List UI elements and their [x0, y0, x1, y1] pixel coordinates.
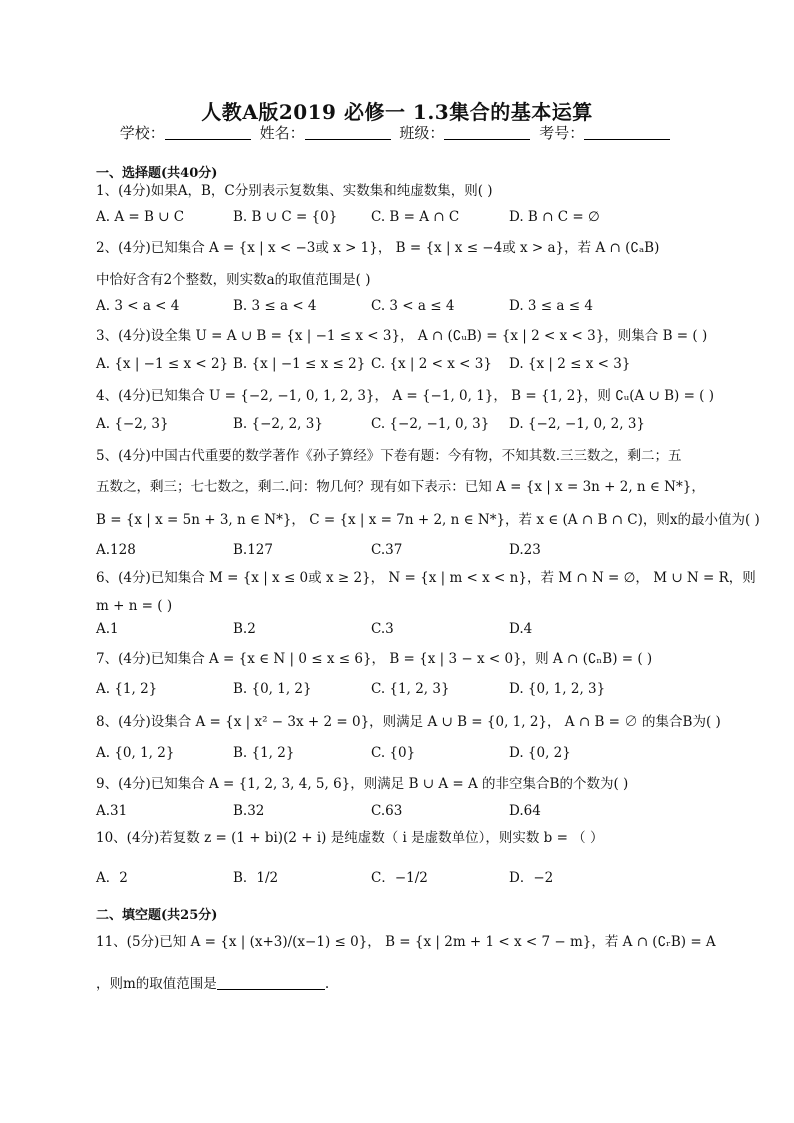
question-5-stem-line-1: 5、(4分)中国古代重要的数学著作《孙子算经》下卷有题：今有物，不知其数.三三数之，剩二；五 — [96, 448, 682, 464]
exam-number-blank[interactable] — [584, 125, 670, 140]
option-d[interactable]: D. {0, 1, 2, 3} — [509, 681, 606, 697]
option-b[interactable]: B.32 — [233, 803, 265, 819]
option-b[interactable]: B. B ∪ C = {0} — [233, 209, 338, 225]
name-blank[interactable] — [305, 125, 391, 140]
option-d[interactable]: D．−2 — [509, 870, 554, 886]
answer-blank[interactable] — [217, 975, 325, 990]
option-a[interactable]: A.31 — [96, 803, 128, 819]
question-1-options — [96, 209, 708, 229]
question-2-options — [96, 298, 708, 318]
question-4-stem: 4、(4分)已知集合 U = {−2, −1, 0, 1, 2, 3}， A = {−1, 0, 1}， B = {1, 2}，则 ∁ᵤ(A ∪ B) = ( ) — [96, 388, 715, 404]
question-6-options — [96, 621, 708, 641]
question-5-stem-line-3: B = {x | x = 5n + 3, n ∈ N*}， C = {x | x = 7n + 2, n ∈ N*}，若 x ∈ (A ∩ B ∩ C)，则x的最小值为( ) — [96, 512, 760, 528]
exam-number-label: 考号： — [539, 124, 585, 142]
question-6-stem-line-1: 6、(4分)已知集合 M = {x | x ≤ 0或 x ≥ 2}， N = {x | m < x < n}，若 M ∩ N = ∅， M ∪ N = R，则 — [96, 570, 756, 586]
option-a[interactable]: A. A = B ∪ C — [96, 209, 185, 225]
question-11-stem-line-2 — [96, 974, 708, 994]
question-2-stem-line-1: 2、(4分)已知集合 A = {x | x < −3或 x > 1}， B = {x | x ≤ −4或 x > a}，若 A ∩ (∁ₐB) — [96, 240, 660, 256]
option-d[interactable]: D. 3 ≤ a ≤ 4 — [509, 298, 593, 314]
question-10-stem: 10、(4分)若复数 z = (1 + bi)(2 + i) 是纯虚数（ i 是虚数单位），则实数 b = （ ） — [96, 830, 604, 846]
question-1-stem: 1、(4分)如果A，B，C分别表示复数集、实数集和纯虚数集，则( ) — [96, 183, 493, 199]
option-b[interactable]: B．1/2 — [233, 870, 279, 886]
option-a[interactable]: A. {1, 2} — [96, 681, 158, 697]
option-a[interactable]: A.1 — [96, 621, 119, 637]
option-a[interactable]: A. 3 < a < 4 — [96, 298, 180, 314]
end-mark: . — [324, 976, 330, 992]
option-c[interactable]: C. {x | 2 < x < 3} — [371, 356, 492, 372]
option-c[interactable]: C. {−2, −1, 0, 3} — [371, 416, 490, 432]
question-10-options — [96, 866, 708, 886]
option-a[interactable]: A．2 — [96, 870, 128, 886]
option-d[interactable]: D. {0, 2} — [509, 745, 571, 761]
section-choice-heading: 一、选择题(共40分) — [96, 166, 218, 181]
question-9-stem: 9、(4分)已知集合 A = {1, 2, 3, 4, 5, 6}，则满足 B ∪ A = A 的非空集合B的个数为( ) — [96, 776, 629, 792]
option-c[interactable]: C. {0} — [371, 745, 416, 761]
option-d[interactable]: D.4 — [509, 621, 533, 637]
question-3-stem: 3、(4分)设全集 U = A ∪ B = {x | −1 ≤ x < 3}， A ∩ (∁ᵤB) = {x | 2 < x < 3}，则集合 B = ( ) — [96, 328, 708, 344]
question-7-stem: 7、(4分)已知集合 A = {x ∈ N | 0 ≤ x ≤ 6}， B = {x | 3 − x < 0}，则 A ∩ (∁ₙB) = ( ) — [96, 651, 653, 667]
option-a[interactable]: A.128 — [96, 542, 136, 558]
option-c[interactable]: C. 3 < a ≤ 4 — [371, 298, 455, 314]
student-info-row — [0, 122, 794, 143]
question-9-options — [96, 803, 708, 823]
option-a[interactable]: A. {x | −1 ≤ x < 2} — [96, 356, 229, 372]
question-8-stem: 8、(4分)设集合 A = {x | x² − 3x + 2 = 0}，则满足 A ∪ B = {0, 1, 2}， A ∩ B = ∅ 的集合B为( ) — [96, 714, 721, 730]
option-d[interactable]: D. B ∩ C = ∅ — [509, 209, 600, 225]
option-b[interactable]: B.127 — [233, 542, 273, 558]
option-d[interactable]: D. {x | 2 ≤ x < 3} — [509, 356, 631, 372]
question-3-options — [96, 356, 708, 376]
question-11-text: ，则m的取值范围是 — [96, 976, 217, 992]
question-6-stem-line-2: m + n = ( ) — [96, 598, 173, 614]
question-5-stem-line-2: 五数之，剩三；七七数之，剩二.问：物几何？现有如下表示：已知 A = {x | x = 3n + 2, n ∈ N*}， — [96, 479, 705, 495]
question-11-stem-line-1: 11、(5分)已知 A = {x | (x+3)/(x−1) ≤ 0}， B = {x | 2m + 1 < x < 7 − m}，若 A ∩ (∁ᵣB) = A — [96, 934, 716, 950]
question-4-options — [96, 416, 708, 436]
option-c[interactable]: C.63 — [371, 803, 403, 819]
class-blank[interactable] — [444, 125, 530, 140]
option-c[interactable]: C. {1, 2, 3} — [371, 681, 450, 697]
option-d[interactable]: D.64 — [509, 803, 541, 819]
option-b[interactable]: B. {x | −1 ≤ x ≤ 2} — [233, 356, 366, 372]
option-a[interactable]: A. {−2, 3} — [96, 416, 169, 432]
option-b[interactable]: B. 3 ≤ a < 4 — [233, 298, 317, 314]
option-b[interactable]: B. {1, 2} — [233, 745, 295, 761]
section-fill-heading: 二、填空题(共25分) — [96, 908, 218, 923]
class-label: 班级： — [399, 124, 445, 142]
name-label: 姓名： — [259, 124, 305, 142]
option-b[interactable]: B. {−2, 2, 3} — [233, 416, 323, 432]
question-5-options — [96, 542, 708, 562]
question-7-options — [96, 681, 708, 701]
question-8-options — [96, 745, 708, 765]
school-blank[interactable] — [165, 125, 251, 140]
option-b[interactable]: B. {0, 1, 2} — [233, 681, 312, 697]
question-2-stem-line-2: 中恰好含有2个整数，则实数a的取值范围是( ) — [96, 272, 371, 288]
option-a[interactable]: A. {0, 1, 2} — [96, 745, 175, 761]
school-label: 学校： — [119, 124, 165, 142]
option-d[interactable]: D.23 — [509, 542, 541, 558]
option-c[interactable]: C.37 — [371, 542, 403, 558]
page-title: 人教A版2019 必修一 1.3集合的基本运算 — [201, 100, 593, 124]
option-d[interactable]: D. {−2, −1, 0, 2, 3} — [509, 416, 646, 432]
option-c[interactable]: C．−1/2 — [371, 870, 428, 886]
option-b[interactable]: B.2 — [233, 621, 256, 637]
option-c[interactable]: C.3 — [371, 621, 394, 637]
option-c[interactable]: C. B = A ∩ C — [371, 209, 460, 225]
